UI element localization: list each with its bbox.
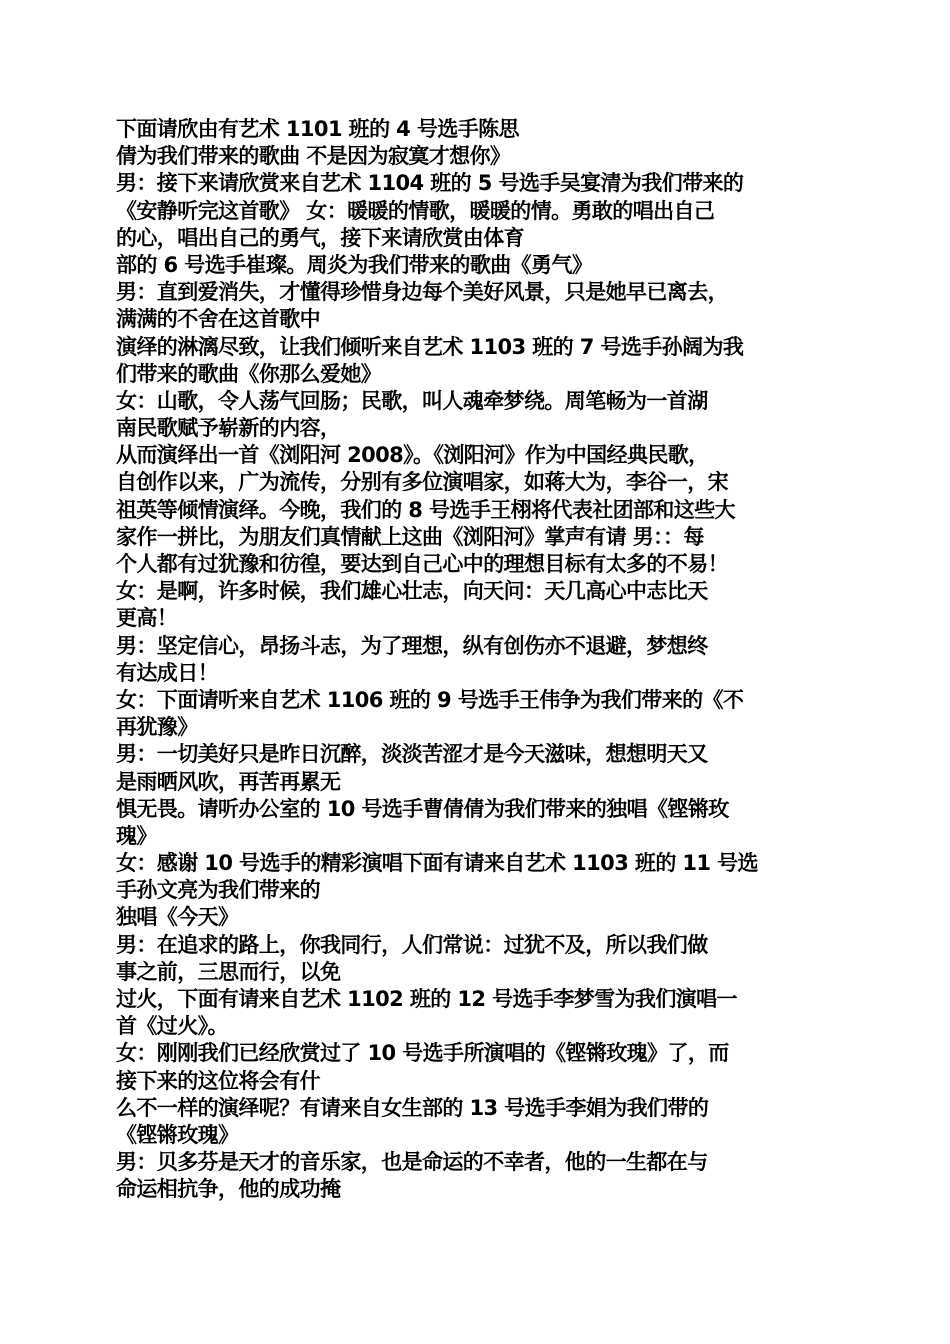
text-line: 首《过火》。 bbox=[116, 1014, 228, 1039]
text-line: 独唱《今天》 bbox=[116, 905, 239, 930]
text-line: 男：贝多芬是天才的音乐家，也是命运的不幸者，他的一生都在与 bbox=[116, 1150, 708, 1175]
text-line: 自创作以来，广为流传，分别有多位演唱家，如蒋大为，李谷一，宋 bbox=[116, 470, 728, 495]
text-line: 部的 6 号选手崔璨。周炎为我们带来的歌曲《勇气》 bbox=[116, 252, 593, 277]
text-line: 女：刚刚我们已经欣赏过了 10 号选手所演唱的《铿锵玫瑰》了，而 bbox=[116, 1041, 729, 1066]
document-body-text bbox=[116, 116, 846, 1204]
text-line: 女：感谢 10 号选手的精彩演唱下面有请来自艺术 1103 班的 11 号选 bbox=[116, 851, 758, 876]
text-line: 瑰》 bbox=[116, 823, 157, 848]
text-line: 有达成日！ bbox=[116, 660, 218, 685]
text-line: 命运相抗争，他的成功掩 bbox=[116, 1177, 341, 1202]
text-line: 男：接下来请欣赏来自艺术 1104 班的 5 号选手吴宴清为我们带来的 bbox=[116, 171, 744, 196]
text-line: 过火，下面有请来自艺术 1102 班的 12 号选手李梦雪为我们演唱一 bbox=[116, 987, 737, 1011]
text-line: 惧无畏。请听办公室的 10 号选手曹倩倩为我们带来的独唱《铿锵玫 bbox=[116, 796, 729, 821]
text-line: 女：下面请听来自艺术 1106 班的 9 号选手王伟争为我们带来的《不 bbox=[116, 687, 744, 712]
text-line: 倩为我们带来的歌曲 不是因为寂寞才想你》 bbox=[116, 144, 511, 169]
text-line: 满满的不舍在这首歌中 bbox=[116, 307, 320, 332]
text-line: 家作一拼比，为朋友们真情献上这曲《浏阳河》掌声有请 男：：每 bbox=[116, 524, 704, 549]
text-line: 男：直到爱消失，才懂得珍惜身边每个美好风景，只是她早已离去， bbox=[116, 280, 728, 305]
text-line: 么不一样的演绎呢？有请来自女生部的 13 号选手李娟为我们带的 bbox=[116, 1095, 709, 1120]
text-line: 们带来的歌曲《你那么爱她》 bbox=[116, 361, 382, 386]
text-line: 南民歌赋予崭新的内容， bbox=[116, 416, 341, 441]
text-line: 事之前，三思而行，以免 bbox=[116, 959, 341, 984]
text-line: 再犹豫》 bbox=[116, 715, 198, 740]
text-line: 女：是啊，许多时候，我们雄心壮志，向天问：天几高心中志比天 bbox=[116, 579, 708, 604]
text-line: 演绎的淋漓尽致，让我们倾听来自艺术 1103 班的 7 号选手孙阔为我 bbox=[116, 334, 744, 359]
text-line: 女：山歌，令人荡气回肠；民歌，叫人魂牵梦绕。周笔畅为一首湖 bbox=[116, 388, 708, 413]
text-line: 手孙文亮为我们带来的 bbox=[116, 878, 320, 903]
text-line: 个人都有过犹豫和彷徨，要达到自己心中的理想目标有太多的不易！ bbox=[116, 552, 728, 576]
text-line: 《安静听完这首歌》 女：暖暖的情歌，暖暖的情。勇敢的唱出自己 bbox=[116, 198, 715, 223]
text-line: 祖英等倾情演绎。今晚，我们的 8 号选手王栩将代表社团部和这些大 bbox=[116, 497, 736, 522]
text-line: 下面请欣由有艺术 1101 班的 4 号选手陈思 bbox=[116, 117, 519, 141]
text-line: 接下来的这位将会有什 bbox=[116, 1068, 320, 1093]
text-line: 的心，唱出自己的勇气，接下来请欣赏由体育 bbox=[116, 225, 524, 250]
text-line: 从而演绎出一首《浏阳河 2008》。《浏阳河》作为中国经典民歌， bbox=[116, 443, 709, 468]
text-line: 男：在追求的路上，你我同行，人们常说：过犹不及，所以我们做 bbox=[116, 932, 708, 957]
text-line: 男：一切美好只是昨日沉醉，淡淡苦涩才是今天滋味，想想明天又 bbox=[116, 742, 708, 767]
text-line: 更高！ bbox=[116, 606, 178, 631]
text-line: 男：坚定信心，昂扬斗志，为了理想，纵有创伤亦不退避，梦想终 bbox=[116, 633, 708, 658]
text-line: 是雨晒风吹，再苦再累无 bbox=[116, 769, 341, 794]
text-line: 《铿锵玫瑰》 bbox=[116, 1122, 239, 1147]
